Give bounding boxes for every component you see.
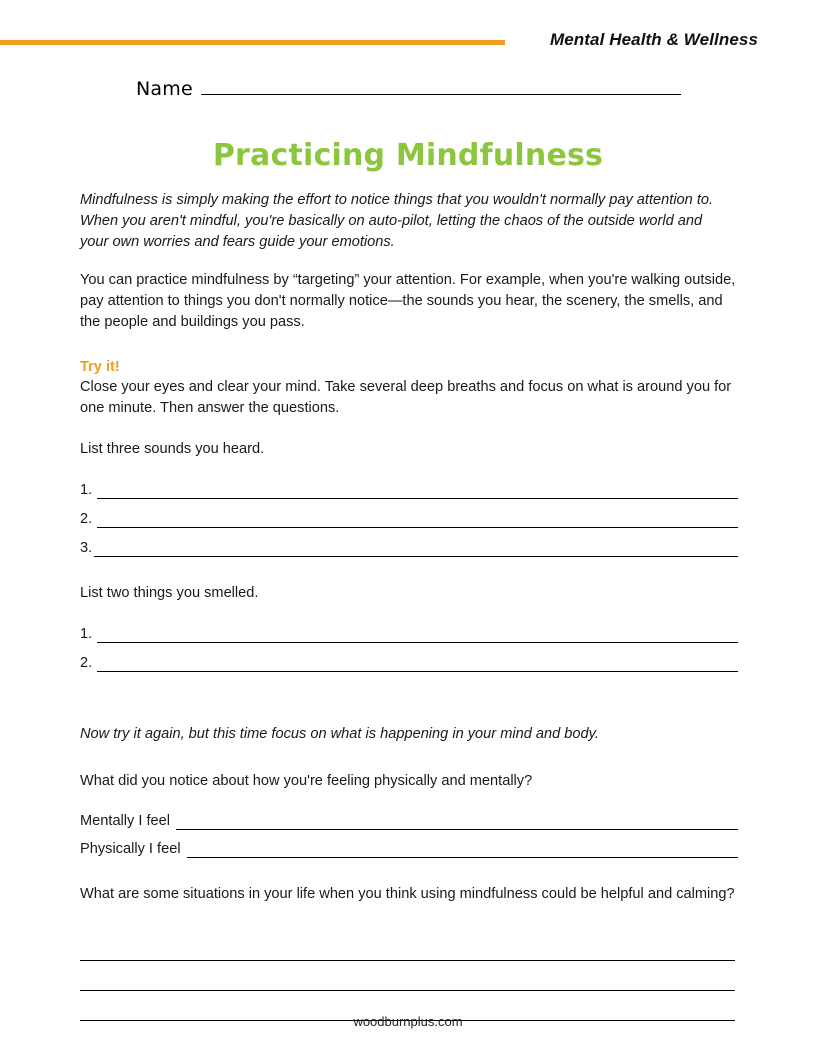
answer-blank-line[interactable]: [80, 931, 735, 961]
spacer: [80, 745, 738, 771]
footer-site-url: woodburnplus.com: [353, 1014, 463, 1029]
intro-italic-paragraph: Mindfulness is simply making the effort to notice things that you wouldn't normally pay attention to. When you aren't mindful, you're basically on auto-pilot, letting the chaos of the outside world and your own worries and fears guide your emotions.: [80, 192, 714, 250]
list-item-number: 3.: [80, 540, 93, 556]
name-input-blank[interactable]: [201, 79, 681, 95]
answer-blank-line[interactable]: [94, 540, 738, 557]
header-accent-rule: [0, 40, 505, 45]
smells-section: [80, 583, 738, 672]
answer-blank-line[interactable]: [80, 961, 735, 991]
mentally-label: Mentally I feel: [80, 813, 171, 829]
situations-answer-lines: [80, 931, 735, 1021]
sounds-answer-list: [80, 470, 738, 557]
answer-blank-line[interactable]: [97, 511, 738, 528]
smells-answer-list: [80, 614, 738, 672]
name-field-row: [136, 78, 681, 100]
smells-prompt: List two things you smelled.: [80, 585, 259, 601]
page-title: Practicing Mindfulness: [212, 138, 604, 173]
mentally-feel-row: [80, 802, 738, 830]
worksheet-content: [80, 190, 738, 1021]
list-item: [80, 643, 738, 672]
spacer: [80, 905, 738, 931]
try-it-instructions: Close your eyes and clear your mind. Take several deep breaths and focus on what is around you for one minute. Then answer the questions.: [80, 379, 732, 416]
list-item: [80, 499, 738, 528]
notice-prompt: What did you notice about how you're feeling physically and mentally?: [80, 773, 533, 789]
list-item-number: 1.: [80, 626, 93, 642]
spacer: [80, 567, 738, 583]
intro-paragraph: You can practice mindfulness by “targeting” your attention. For example, when you're walking outside, pay attention to things you don't normally notice—the sounds you hear, the scenery, the smells, and the people and buildings you pass.: [80, 272, 736, 330]
answer-blank-line[interactable]: [97, 482, 738, 499]
second-round-italic: Now try it again, but this time focus on what is happening in your mind and body.: [80, 726, 599, 742]
list-item: [80, 614, 738, 643]
physically-label: Physically I feel: [80, 841, 181, 857]
physically-feel-row: [80, 830, 738, 858]
list-item-number: 1.: [80, 482, 93, 498]
page-header: [0, 0, 816, 62]
list-item-number: 2.: [80, 655, 93, 671]
answer-blank-line[interactable]: [97, 655, 738, 672]
spacer: [80, 672, 738, 724]
list-item-number: 2.: [80, 511, 93, 527]
list-item: [80, 528, 738, 557]
list-item: [80, 470, 738, 499]
answer-blank-line[interactable]: [97, 626, 738, 643]
try-it-heading: Try it!: [80, 359, 120, 375]
sounds-section: [80, 439, 738, 557]
mentally-blank-line[interactable]: [176, 813, 738, 830]
situations-prompt: What are some situations in your life when you think using mindfulness could be helpful and calming?: [80, 886, 735, 902]
category-title: Mental Health & Wellness: [549, 30, 758, 49]
physically-blank-line[interactable]: [187, 841, 738, 858]
name-label: Name: [136, 78, 193, 100]
spacer: [80, 858, 738, 884]
sounds-prompt: List three sounds you heard.: [80, 441, 265, 457]
